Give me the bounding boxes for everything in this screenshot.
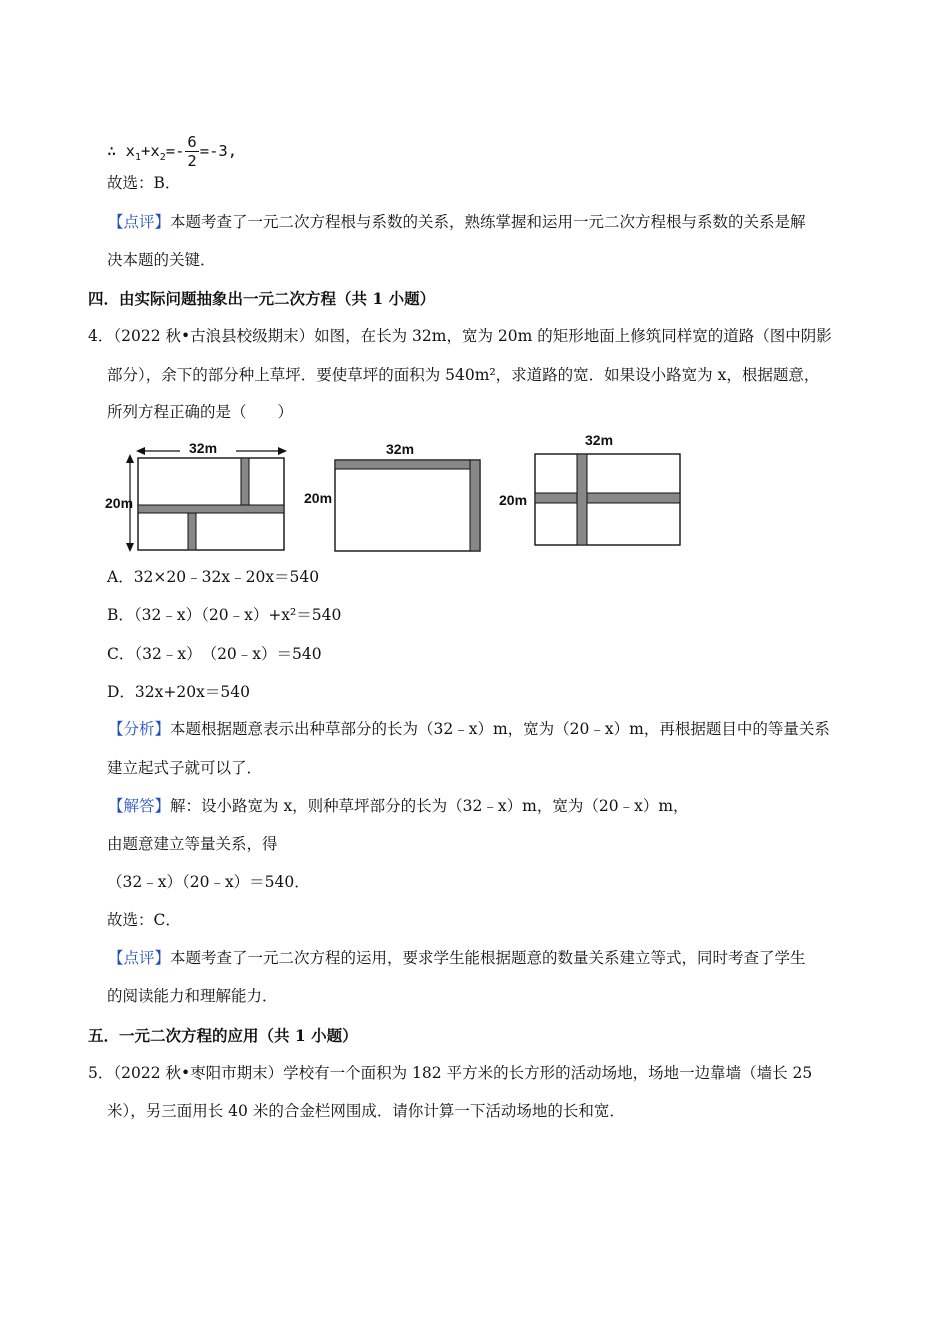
q5-stem-line1: 5．（2022 秋•枣阳市期末）学校有一个面积为 182 平方米的长方形的活动场地，场地一边靠墙（墙长 25 (88, 1064, 813, 1082)
q4-stem-line3: 所列方程正确的是（ ） (107, 403, 294, 421)
answer-tag: 【解答】 (108, 797, 171, 815)
fraction: $\frac{6}{2}$ (187, 133, 197, 170)
figure-1-width-label: 20m (105, 495, 134, 511)
prev-comment-line1: 【点评】本题考查了一元二次方程根与系数的关系，熟练掌握和运用一元二次方程根与系数的关系是解 (108, 213, 806, 231)
q4-stem-line2: 部分），余下的部分种上草坪．要使草坪的面积为 540m²，求道路的宽．如果设小路宽为 x，根据题意， (107, 366, 820, 384)
figure-1-length-label: 32m (189, 440, 218, 456)
q4-analysis-line2: 建立起式子就可以了． (107, 759, 263, 777)
figure-3-length-label: 32m (585, 432, 614, 448)
analysis-tag: 【分析】 (108, 720, 171, 738)
q4-comment-line2: 的阅读能力和理解能力． (107, 987, 278, 1005)
comment-tag: 【点评】 (108, 949, 171, 967)
q4-option-d: D．32x+20x＝540 (107, 683, 250, 701)
figure-2-width-label: 20m (304, 490, 333, 506)
figure-3-width-label: 20m (499, 492, 528, 508)
figure-3 (495, 430, 695, 555)
figure-1 (100, 436, 300, 556)
prev-answer: 故选：B． (107, 174, 181, 192)
figure-2 (300, 436, 500, 556)
q4-option-a: A．32×20﹣32x﹣20x＝540 (107, 568, 320, 586)
q4-answer-line3: （32﹣x）（20﹣x）＝540． (107, 873, 310, 891)
section-5-heading: 五．一元二次方程的应用（共 1 小题） (88, 1026, 358, 1045)
q4-comment-line1: 【点评】本题考查了一元二次方程的运用，要求学生能根据题意的数量关系建立等式，同时考查了学生 (108, 949, 806, 967)
q4-answer-line4: 故选：C． (107, 911, 181, 929)
q4-answer-line2: 由题意建立等量关系，得 (107, 835, 278, 853)
section-4-heading: 四．由实际问题抽象出一元二次方程（共 1 小题） (88, 289, 436, 308)
comment-tag: 【点评】 (108, 213, 171, 231)
q4-stem-line1: 4．（2022 秋•古浪县校级期末）如图，在长为 32m，宽为 20m 的矩形地面上修筑同样宽的道路（图中阴影 (88, 327, 832, 345)
q4-analysis-line1: 【分析】本题根据题意表示出种草部分的长为（32﹣x）m，宽为（20﹣x）m，再根据题目中的等量关系 (108, 720, 830, 738)
q5-stem-line2: 米），另三面用长 40 米的合金栏网围成．请你计算一下活动场地的长和宽． (107, 1102, 625, 1120)
prev-comment-line2: 决本题的关键． (107, 251, 216, 269)
q4-option-c: C．（32﹣x） （20﹣x）＝540 (107, 645, 322, 663)
q4-answer-line1: 【解答】解：设小路宽为 x，则种草坪部分的长为（32﹣x）m，宽为（20﹣x）m， (108, 797, 689, 815)
sum-of-roots-formula: ∴ $x_1+x_2=-$ $\frac{6}{2}$ =-3, (107, 133, 238, 170)
figure-2-length-label: 32m (386, 441, 415, 457)
q4-option-b: B．（32﹣x）（20﹣x）+x²＝540 (107, 606, 342, 624)
